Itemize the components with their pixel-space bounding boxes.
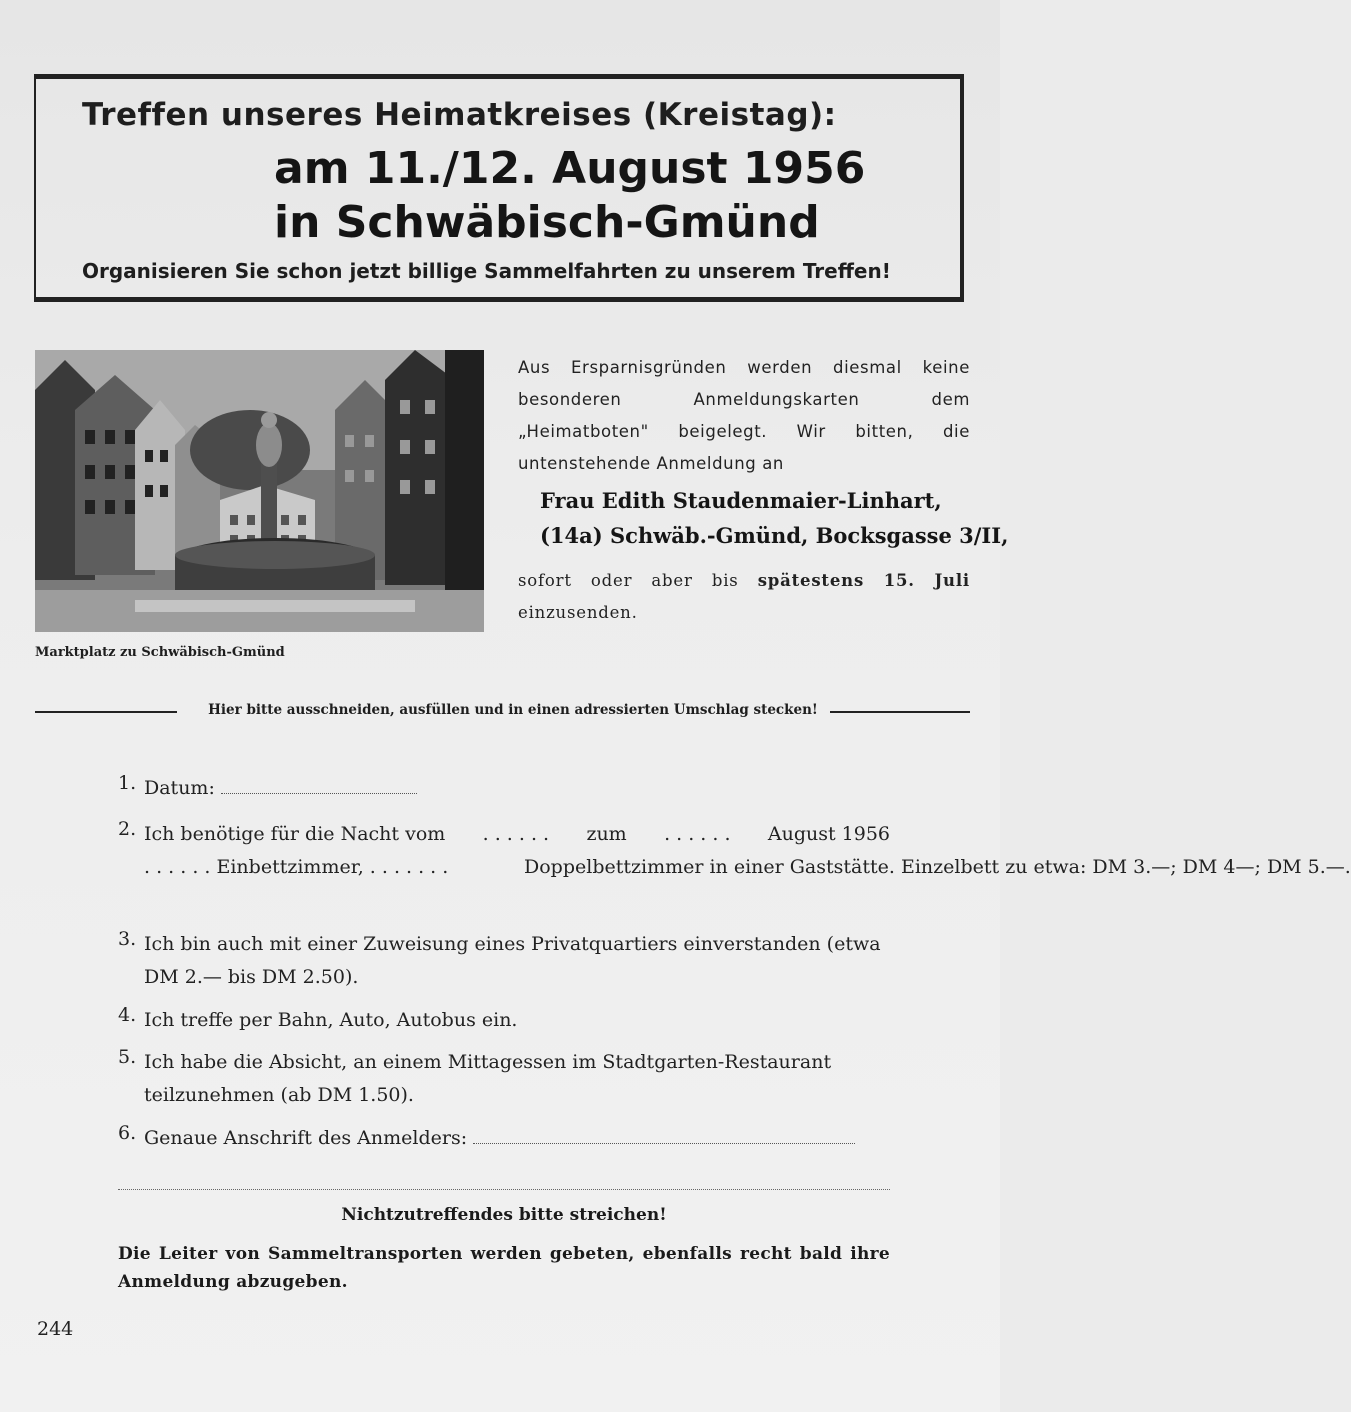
recipient-address: (14a) Schwäb.-Gmünd, Bocksgasse 3/II,	[540, 523, 1009, 548]
announcement-subline: Organisieren Sie schon jetzt billige Sammelfahrten zu unserem Treffen!	[82, 259, 891, 283]
date-field[interactable]	[221, 775, 417, 794]
market-square-illustration	[35, 350, 484, 632]
recipient-name: Frau Edith Staudenmaier-Linhart,	[540, 488, 942, 513]
night-from-field[interactable]: . . . . . .	[482, 823, 550, 845]
address-field-second-line[interactable]	[118, 1189, 890, 1190]
announcement-box	[34, 74, 964, 302]
cut-line-right-rule	[830, 711, 970, 713]
night-to-field[interactable]: . . . . . .	[664, 823, 731, 845]
document-page: Treffen unseres Heimatkreises (Kreistag): am 11./12. August 1956 in Schwäbisch-Gmünd Organisieren Sie schon jetzt billige Sammelfahrten zu unserem Treffen! Marktplatz zu Schwäbisch-Gmünd Aus Ersparnisgründen werden diesmal keine besonderen Anmeldungskarten dem „Heimatboten" beigelegt. Wir bitten, die untenstehende Anmeldung an Frau Edith Staudenmaier-Linhart, (14a) Schwäb.-Gmünd, Bocksgasse 3/II, sofort oder aber bis spätestens 15. Juli einzusenden. Hier bitte ausschneiden, ausfüllen und in einen adressierten Umschlag stecken! 1. Datum: 2. Ich benötige für die Nacht vom . . . . . . zum . . . . . . August 1956 . . . . . . Einbettzimmer, . . . . . . . Doppelbettzimmer in einer Gaststätte. Einzelbett zu etwa: DM 3.—; DM 4—; DM 5.—. 3. Ich bin auch mit einer Zuweisung eines Privatquartiers einverstanden (etwa DM 2.— bis DM 2.50). 4. Ich treffe per Bahn, Auto, Autobus ein. 5. Ich habe die Absicht, an einem Mittagessen im Stadtgarten-Restaurant teilzunehmen (ab DM 1.50). 6. Genaue Anschrift des Anmelders: Nichtzutreffendes bitte streichen! Die Leiter von Sammeltransporten werden gebeten, ebenfalls recht bald ihre Anmeldung abzugeben. 244	[0, 0, 1000, 1412]
cut-line	[35, 702, 970, 722]
deadline-date: spätestens 15. Juli	[757, 571, 970, 590]
single-room-count-field[interactable]: . . . . . .	[144, 856, 217, 878]
address-field[interactable]	[473, 1125, 855, 1144]
event-date: am 11./12. August 1956	[274, 143, 866, 194]
deadline-paragraph: sofort oder aber bis spätestens 15. Juli einzusenden.	[518, 571, 970, 622]
photo-caption: Marktplatz zu Schwäbisch-Gmünd	[35, 645, 285, 660]
intro-paragraph: Aus Ersparnisgründen werden diesmal keine besonderen Anmeldungskarten dem „Heimatboten" beigelegt. Wir bitten, die untenstehende Anmeldung an	[518, 358, 970, 473]
event-place: in Schwäbisch-Gmünd	[274, 197, 820, 248]
strike-notice: Nichtzutreffendes bitte streichen!	[341, 1205, 667, 1225]
announcement-heading: Treffen unseres Heimatkreises (Kreistag):	[82, 97, 837, 133]
double-room-count-field[interactable]: . . . . . . .	[363, 856, 455, 878]
market-square-photo	[35, 350, 484, 632]
page-number: 244	[37, 1318, 74, 1340]
cut-instructions: Hier bitte ausschneiden, ausfüllen und in einen adressierten Umschlag stecken!	[208, 702, 818, 718]
group-leaders-note: Die Leiter von Sammeltransporten werden gebeten, ebenfalls recht bald ihre Anmeldung abzugeben.	[118, 1244, 890, 1292]
cut-line-left-rule	[35, 711, 177, 713]
